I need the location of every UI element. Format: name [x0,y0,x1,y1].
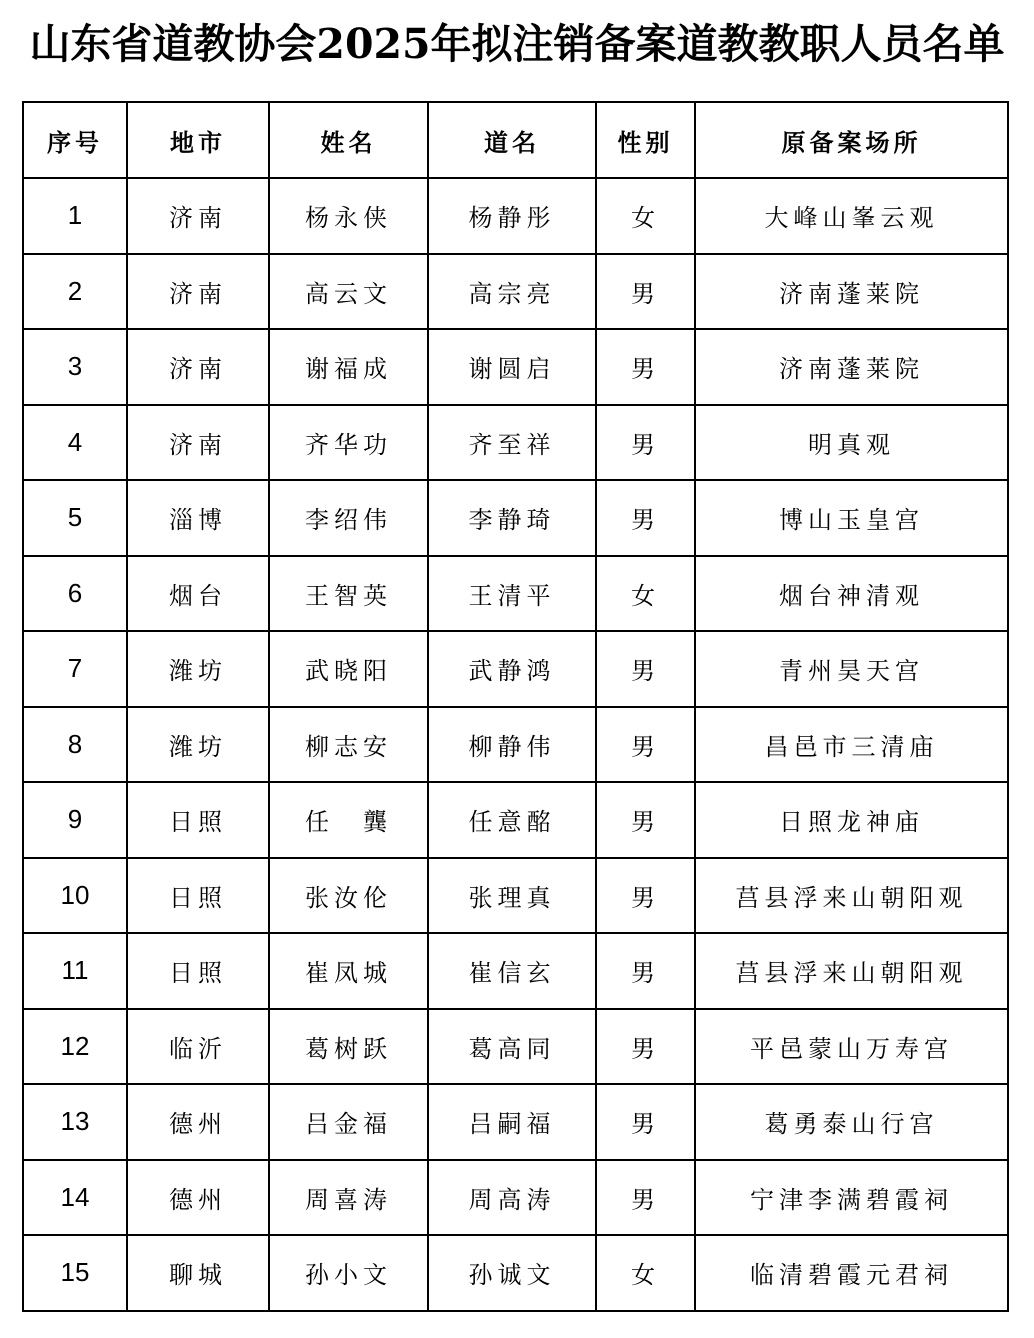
cell-place: 莒县浮来山朝阳观 [695,933,1008,1009]
cell-number: 7 [23,631,127,707]
cell-place: 大峰山峯云观 [695,178,1008,254]
cell-taoist-name: 孙诚文 [428,1235,596,1311]
cell-gender: 女 [596,556,695,632]
cell-place: 烟台神清观 [695,556,1008,632]
table-row [23,631,1008,707]
cell-number: 8 [23,707,127,783]
cell-gender: 男 [596,405,695,481]
cell-taoist-name: 张理真 [428,858,596,934]
cell-taoist-name: 武静鸿 [428,631,596,707]
cell-number: 12 [23,1009,127,1085]
cell-city: 日照 [127,782,269,858]
cell-city: 潍坊 [127,631,269,707]
cell-gender: 男 [596,1160,695,1236]
cell-name: 周喜涛 [269,1160,428,1236]
column-header-name: 姓名 [269,102,428,178]
cell-city: 德州 [127,1084,269,1160]
cell-name: 葛树跃 [269,1009,428,1085]
column-header-place: 原备案场所 [695,102,1008,178]
cell-city: 日照 [127,933,269,1009]
cell-number: 2 [23,254,127,330]
cell-taoist-name: 任意酩 [428,782,596,858]
cell-name: 崔凤城 [269,933,428,1009]
cell-gender: 男 [596,480,695,556]
cell-name: 任 龔 [269,782,428,858]
cell-taoist-name: 葛高同 [428,1009,596,1085]
cell-place: 宁津李满碧霞祠 [695,1160,1008,1236]
cell-taoist-name: 杨静彤 [428,178,596,254]
cell-place: 临清碧霞元君祠 [695,1235,1008,1311]
column-header-city: 地市 [127,102,269,178]
cell-number: 10 [23,858,127,934]
cell-gender: 男 [596,1009,695,1085]
cell-name: 王智英 [269,556,428,632]
table-header-row [23,102,1008,178]
cell-place: 平邑蒙山万寿宫 [695,1009,1008,1085]
cell-gender: 男 [596,1084,695,1160]
cell-name: 杨永侠 [269,178,428,254]
cell-number: 9 [23,782,127,858]
cell-name: 张汝伦 [269,858,428,934]
cell-city: 聊城 [127,1235,269,1311]
cell-place: 济南蓬莱院 [695,329,1008,405]
cell-gender: 男 [596,782,695,858]
cell-taoist-name: 王清平 [428,556,596,632]
table-row [23,1084,1008,1160]
cell-number: 4 [23,405,127,481]
table-row [23,405,1008,481]
table-row [23,782,1008,858]
cell-name: 高云文 [269,254,428,330]
cell-taoist-name: 吕嗣福 [428,1084,596,1160]
cell-place: 葛勇泰山行宫 [695,1084,1008,1160]
table-row [23,707,1008,783]
cell-name: 吕金福 [269,1084,428,1160]
cell-gender: 男 [596,933,695,1009]
cell-name: 李绍伟 [269,480,428,556]
cell-number: 14 [23,1160,127,1236]
column-header-number: 序号 [23,102,127,178]
cell-taoist-name: 柳静伟 [428,707,596,783]
table-row [23,858,1008,934]
cell-number: 15 [23,1235,127,1311]
cell-city: 济南 [127,178,269,254]
cell-city: 济南 [127,329,269,405]
cell-gender: 女 [596,178,695,254]
table-row [23,480,1008,556]
cell-place: 明真观 [695,405,1008,481]
table-row [23,1009,1008,1085]
cell-place: 济南蓬莱院 [695,254,1008,330]
cell-place: 博山玉皇宫 [695,480,1008,556]
cell-place: 昌邑市三清庙 [695,707,1008,783]
cell-number: 11 [23,933,127,1009]
table-row [23,933,1008,1009]
cell-taoist-name: 周高涛 [428,1160,596,1236]
cell-city: 临沂 [127,1009,269,1085]
cell-number: 6 [23,556,127,632]
personnel-table [22,101,1009,1312]
cell-city: 烟台 [127,556,269,632]
table-row [23,178,1008,254]
cell-name: 孙小文 [269,1235,428,1311]
cell-place: 日照龙神庙 [695,782,1008,858]
cell-name: 武晓阳 [269,631,428,707]
cell-gender: 男 [596,631,695,707]
cell-taoist-name: 崔信玄 [428,933,596,1009]
document-title: 山东省道教协会2025年拟注销备案道教教职人员名单 [29,20,1005,68]
table-row [23,1235,1008,1311]
cell-number: 1 [23,178,127,254]
cell-gender: 男 [596,707,695,783]
cell-city: 德州 [127,1160,269,1236]
column-header-gender: 性别 [596,102,695,178]
cell-number: 5 [23,480,127,556]
cell-name: 柳志安 [269,707,428,783]
table-row [23,1160,1008,1236]
cell-city: 淄博 [127,480,269,556]
cell-taoist-name: 谢圆启 [428,329,596,405]
cell-gender: 女 [596,1235,695,1311]
cell-city: 日照 [127,858,269,934]
cell-name: 齐华功 [269,405,428,481]
cell-place: 莒县浮来山朝阳观 [695,858,1008,934]
cell-city: 济南 [127,405,269,481]
cell-taoist-name: 高宗亮 [428,254,596,330]
cell-gender: 男 [596,858,695,934]
cell-gender: 男 [596,254,695,330]
cell-taoist-name: 齐至祥 [428,405,596,481]
column-header-taoist-name: 道名 [428,102,596,178]
cell-city: 潍坊 [127,707,269,783]
cell-city: 济南 [127,254,269,330]
table-row [23,254,1008,330]
cell-gender: 男 [596,329,695,405]
table-row [23,556,1008,632]
cell-taoist-name: 李静琦 [428,480,596,556]
cell-place: 青州昊天宫 [695,631,1008,707]
cell-number: 3 [23,329,127,405]
table-row [23,329,1008,405]
cell-number: 13 [23,1084,127,1160]
cell-name: 谢福成 [269,329,428,405]
